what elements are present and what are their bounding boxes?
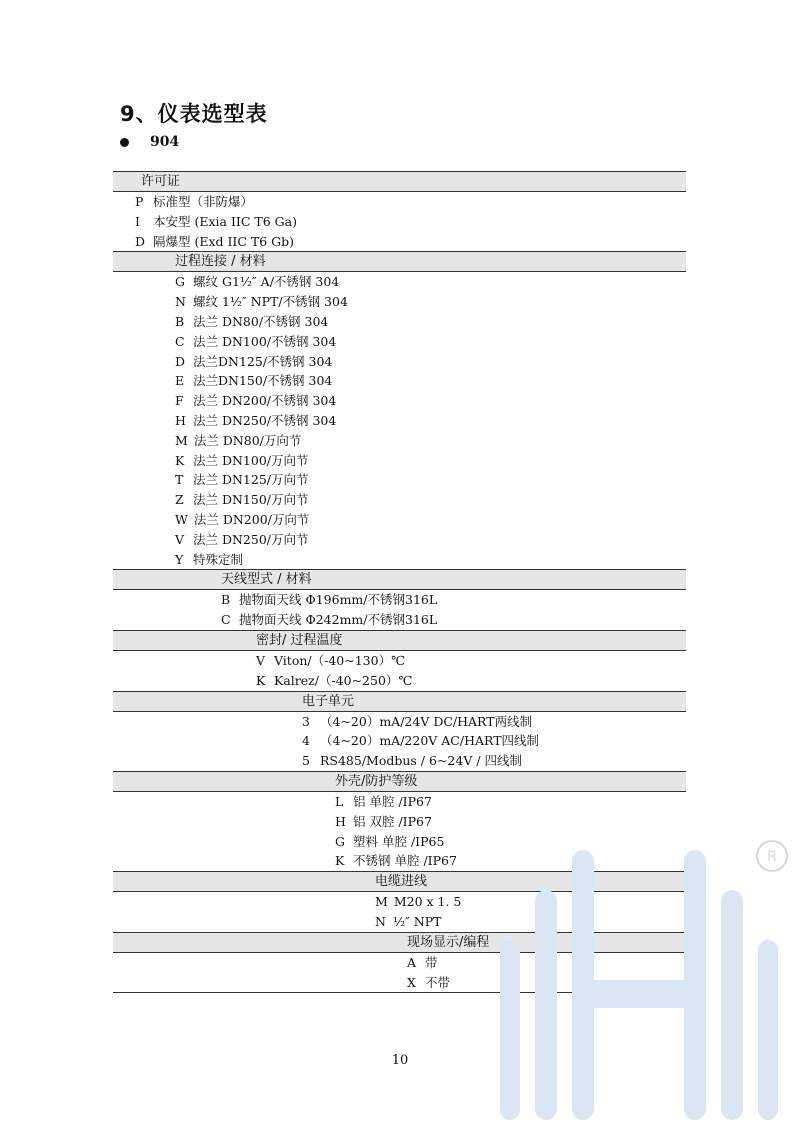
option-text: 带 — [425, 954, 438, 970]
option-row — [113, 590, 686, 610]
option-code: 5 — [302, 753, 310, 769]
option-text: Viton/（-40~130）℃ — [274, 652, 406, 668]
option-row — [113, 431, 686, 451]
option-code: T — [175, 472, 184, 488]
bullet-icon — [120, 138, 129, 147]
option-code: N — [375, 913, 386, 929]
option-text: 法兰 DN250/万向节 — [193, 531, 309, 547]
option-text: 本安型 (Exia IIC T6 Ga) — [153, 213, 297, 229]
section-header-seal: 密封/ 过程温度 — [113, 630, 686, 651]
model-number: 904 — [150, 134, 180, 150]
option-text: 螺纹 1½″ NPT/不锈钢 304 — [193, 294, 348, 310]
option-text: 法兰 DN100/不锈钢 304 — [193, 333, 337, 349]
option-row — [113, 751, 686, 771]
option-code: K — [256, 672, 266, 688]
option-text: 法兰 DN125/万向节 — [193, 472, 309, 488]
option-text: 法兰 DN80/万向节 — [193, 432, 302, 448]
option-text: 标准型（非防爆） — [153, 194, 254, 209]
option-text: 抛物面天线 Φ196mm/不锈钢316L — [239, 592, 438, 608]
option-text: 法兰DN150/不锈钢 304 — [193, 373, 333, 389]
option-code: G — [175, 274, 185, 290]
option-row — [113, 352, 686, 372]
option-row — [113, 212, 686, 232]
option-text: 隔爆型 (Exd IIC T6 Gb) — [153, 233, 295, 249]
section-header-electronics: 电子单元 — [113, 691, 686, 712]
option-text: 铝 单腔 /IP67 — [353, 793, 432, 809]
option-text: 塑料 单腔 /IP65 — [353, 833, 445, 849]
option-row — [113, 371, 686, 391]
option-code: C — [175, 333, 185, 349]
option-text: 不带 — [425, 974, 451, 990]
option-text: 法兰 DN100/万向节 — [193, 452, 309, 468]
option-row — [113, 610, 686, 630]
option-text: 特殊定制 — [193, 551, 244, 567]
option-text: Kalrez/（-40~250）℃ — [274, 672, 413, 688]
option-code: E — [175, 373, 185, 389]
option-row — [113, 312, 686, 332]
option-row — [113, 712, 686, 732]
model-line — [120, 132, 179, 152]
option-text: 抛物面天线 Φ242mm/不锈钢316L — [239, 612, 438, 628]
option-code: X — [407, 974, 416, 990]
option-row — [113, 451, 686, 471]
option-text: 法兰 DN150/万向节 — [193, 492, 309, 508]
option-code: B — [221, 592, 231, 608]
option-row — [113, 232, 686, 252]
option-code: D — [135, 233, 146, 249]
option-code: 4 — [302, 733, 310, 749]
option-text: 法兰 DN250/不锈钢 304 — [193, 412, 337, 428]
page-heading: 9、仪表选型表 — [120, 102, 268, 126]
option-code: I — [135, 213, 140, 229]
page-number: 10 — [391, 1053, 409, 1068]
option-row — [113, 391, 686, 411]
option-code: W — [175, 511, 188, 527]
option-text: ½″ NPT — [393, 913, 442, 929]
option-row — [113, 671, 686, 691]
option-code: G — [335, 833, 345, 849]
option-text: 铝 双腔 /IP67 — [353, 813, 432, 829]
option-code: L — [335, 793, 344, 809]
option-row — [113, 550, 686, 570]
option-row — [113, 292, 686, 312]
option-row — [113, 192, 686, 212]
option-text: 法兰 DN200/不锈钢 304 — [193, 393, 337, 409]
section-header-display: 现场显示/编程 — [113, 932, 686, 953]
option-code: B — [175, 313, 185, 329]
option-row — [113, 272, 686, 292]
option-row — [113, 651, 686, 671]
option-row — [113, 490, 686, 510]
option-code: V — [175, 531, 185, 547]
option-code: 3 — [302, 713, 310, 729]
option-row — [113, 731, 686, 751]
option-row — [113, 530, 686, 550]
section-header-housing: 外壳/防护等级 — [113, 771, 686, 792]
option-row — [113, 510, 686, 530]
option-text: M20 x 1. 5 — [393, 894, 462, 910]
section-header-process-connection: 过程连接 / 材料 — [113, 251, 686, 272]
option-code: M — [175, 432, 188, 448]
option-code: H — [175, 412, 186, 428]
option-row — [113, 411, 686, 431]
option-code: N — [175, 294, 186, 310]
option-code: F — [175, 393, 184, 409]
option-code: H — [335, 813, 346, 829]
option-text: 法兰 DN80/不锈钢 304 — [193, 313, 329, 329]
option-code: V — [256, 652, 266, 668]
option-code: M — [375, 894, 388, 910]
option-text: （4~20）mA/220V AC/HART四线制 — [320, 733, 540, 749]
option-code: Z — [175, 492, 184, 508]
option-code: C — [221, 612, 231, 628]
option-code: K — [335, 853, 345, 869]
watermark-logo-icon — [490, 830, 800, 1130]
option-code: K — [175, 452, 185, 468]
option-text: RS485/Modbus / 6~24V / 四线制 — [320, 753, 523, 769]
svg-text:R: R — [767, 849, 777, 865]
section-header-cable: 电缆进线 — [113, 871, 686, 892]
option-code: A — [407, 954, 417, 970]
option-text: （4~20）mA/24V DC/HART两线制 — [320, 713, 533, 729]
option-text: 螺纹 G1½″ A/不锈钢 304 — [193, 274, 340, 290]
option-code: Y — [175, 551, 184, 567]
option-row — [113, 332, 686, 352]
option-row — [113, 792, 686, 812]
option-row — [113, 812, 686, 832]
option-text: 不锈钢 单腔 /IP67 — [353, 853, 457, 869]
option-row — [113, 470, 686, 490]
option-code: D — [175, 353, 186, 369]
section-header-license: 许可证 — [113, 171, 686, 192]
option-text: 法兰DN125/不锈钢 304 — [193, 353, 333, 369]
section-header-antenna: 天线型式 / 材料 — [113, 569, 686, 590]
option-text: 法兰 DN200/万向节 — [193, 511, 310, 527]
option-code: P — [135, 194, 144, 209]
